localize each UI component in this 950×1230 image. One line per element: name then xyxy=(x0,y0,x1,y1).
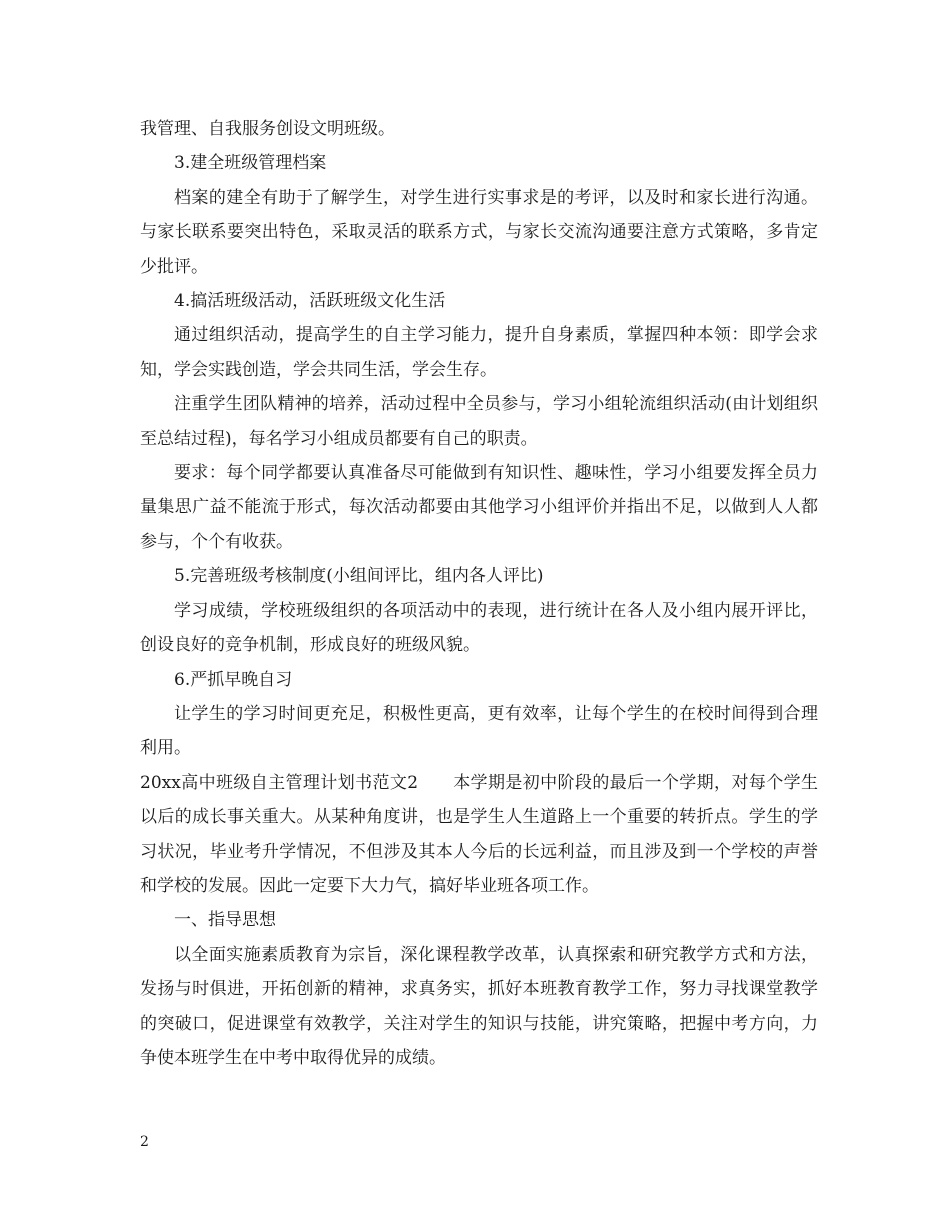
paragraph-11: 让学生的学习时间更充足，积极性更高，更有效率，让每个学生的在校时间得到合理利用。 xyxy=(140,703,818,759)
paragraph-6: 注重学生团队精神的培养，活动过程中全员参与，学习小组轮流组织活动(由计划组织至总结过程)，每名学习小组成员都要有自己的职责。 xyxy=(140,394,818,449)
section-heading-guiding-ideology: 一、指导思想 xyxy=(174,910,276,931)
section-heading-5: 5.完善班级考核制度(小组间评比，组内各人评比) xyxy=(174,566,544,587)
page-number: 2 xyxy=(140,1134,149,1150)
paragraph-14: 以全面实施素质教育为宗旨，深化课程教学改革，认真探索和研究教学方式和方法，发扬与时俱进，开拓创新的精神，求真务实，抓好本班教育教学工作，努力寻找课堂教学的突破口，促进课堂有效教学，关注对学生的知识与技能，讲究策略，把握中考方向，力争使本班学生在中考中取得优异的成绩。 xyxy=(140,944,818,1068)
paragraph-9: 学习成绩，学校班级组织的各项活动中的表现，进行统计在各人及小组内展开评比，创设良好的竞争机制，形成良好的班级风貌。 xyxy=(140,600,818,656)
section-heading-6: 6.严抓早晚自习 xyxy=(174,669,293,690)
section-heading-4: 4.搞活班级活动，活跃班级文化生活 xyxy=(174,291,446,312)
paragraph-12: 20xx高中班级自主管理计划书范文2 本学期是初中阶段的最后一个学期，对每个学生以后的成长事关重大。从某种角度讲，也是学生人生道路上一个重要的转折点。学生的学习状况，毕业考升学情况，不但涉及其本人今后的长远利益，而且涉及到一个学校的声誉和学校的发展。因此一定要下大力气，搞好毕业班各项工作。 xyxy=(140,772,818,896)
section-heading-3: 3.建全班级管理档案 xyxy=(174,153,327,174)
paragraph-1: 我管理、自我服务创设文明班级。 xyxy=(140,119,395,139)
paragraph-3: 档案的建全有助于了解学生，对学生进行实事求是的考评，以及时和家长进行沟通。与家长联系要突出特色，采取灵活的联系方式，与家长交流沟通要注意方式策略，多肯定少批评。 xyxy=(140,187,818,277)
document-body xyxy=(140,112,818,1075)
paragraph-7: 要求：每个同学都要认真准备尽可能做到有知识性、趣味性，学习小组要发挥全员力量集思广益不能流于形式，每次活动都要由其他学习小组评价并指出不足，以做到人人都参与，个个有收获。 xyxy=(140,463,818,552)
paragraph-5: 通过组织活动，提高学生的自主学习能力，提升自身素质，掌握四种本领：即学会求知，学会实践创造，学会共同生活，学会生存。 xyxy=(140,325,818,380)
